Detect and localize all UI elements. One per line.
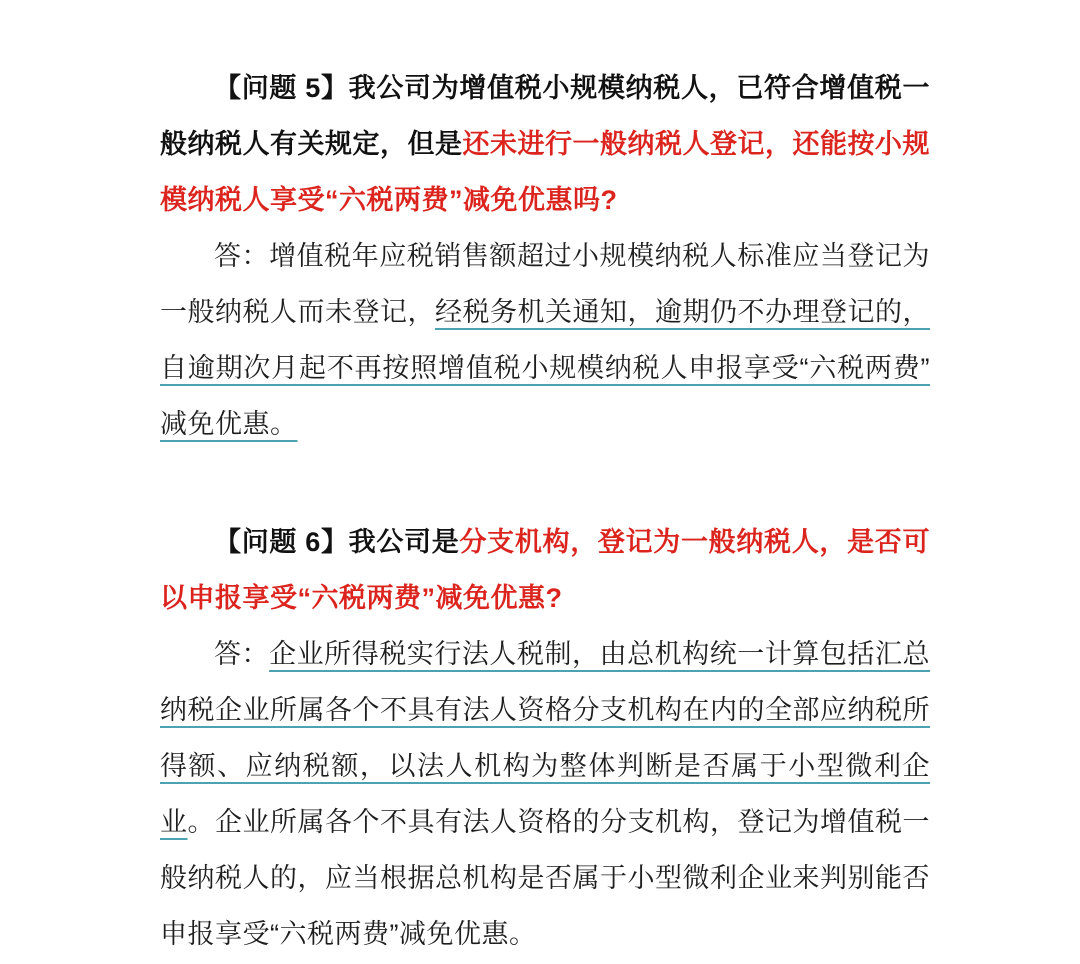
answer-5-underlined-text: 经税务机关通知，逾期仍不办理登记的，自逾期次月起不再按照增值税小规模纳税人申报享受“六税两费”减免优惠。: [160, 297, 930, 439]
answer-6-plain-text: 。企业所属各个不具有法人资格的分支机构，登记为增值税一般纳税人的，应当根据总机构是否属于小型微利企业来判别能否申报享受“六税两费”减免优惠。: [160, 807, 930, 949]
question-5-heading-black-text: 【问题 5】我公司为增值税小规模纳税人，已符合增值税一般纳税人有关规定，但是: [160, 73, 930, 159]
question-5-heading-red-text: 还未进行一般纳税人登记，还能按小规模纳税人享受“六税两费”减免优惠吗?: [160, 129, 930, 215]
answer-6-paragraph: [160, 626, 930, 962]
answer-5-paragraph: [160, 228, 930, 452]
answer-5-plain-text: 答：增值税年应税销售额超过小规模纳税人标准应当登记为一般纳税人而未登记，: [160, 241, 930, 327]
answer-6-prefix-text: 答：: [214, 639, 270, 669]
question-6-heading: [160, 514, 930, 626]
question-6-heading-black-text: 【问题 6】我公司是: [214, 527, 460, 557]
qa-block-question-5: [160, 60, 930, 452]
question-6-heading-red-text: 分支机构，登记为一般纳税人，是否可以申报享受“六税两费”减免优惠?: [160, 527, 930, 613]
question-5-heading: [160, 60, 930, 228]
qa-block-question-6: [160, 514, 930, 962]
answer-6-underlined-text: 企业所得税实行法人税制，由总机构统一计算包括汇总纳税企业所属各个不具有法人资格分支机构在内的全部应纳税所得额、应纳税额，以法人机构为整体判断是否属于小型微利企业: [160, 639, 931, 837]
